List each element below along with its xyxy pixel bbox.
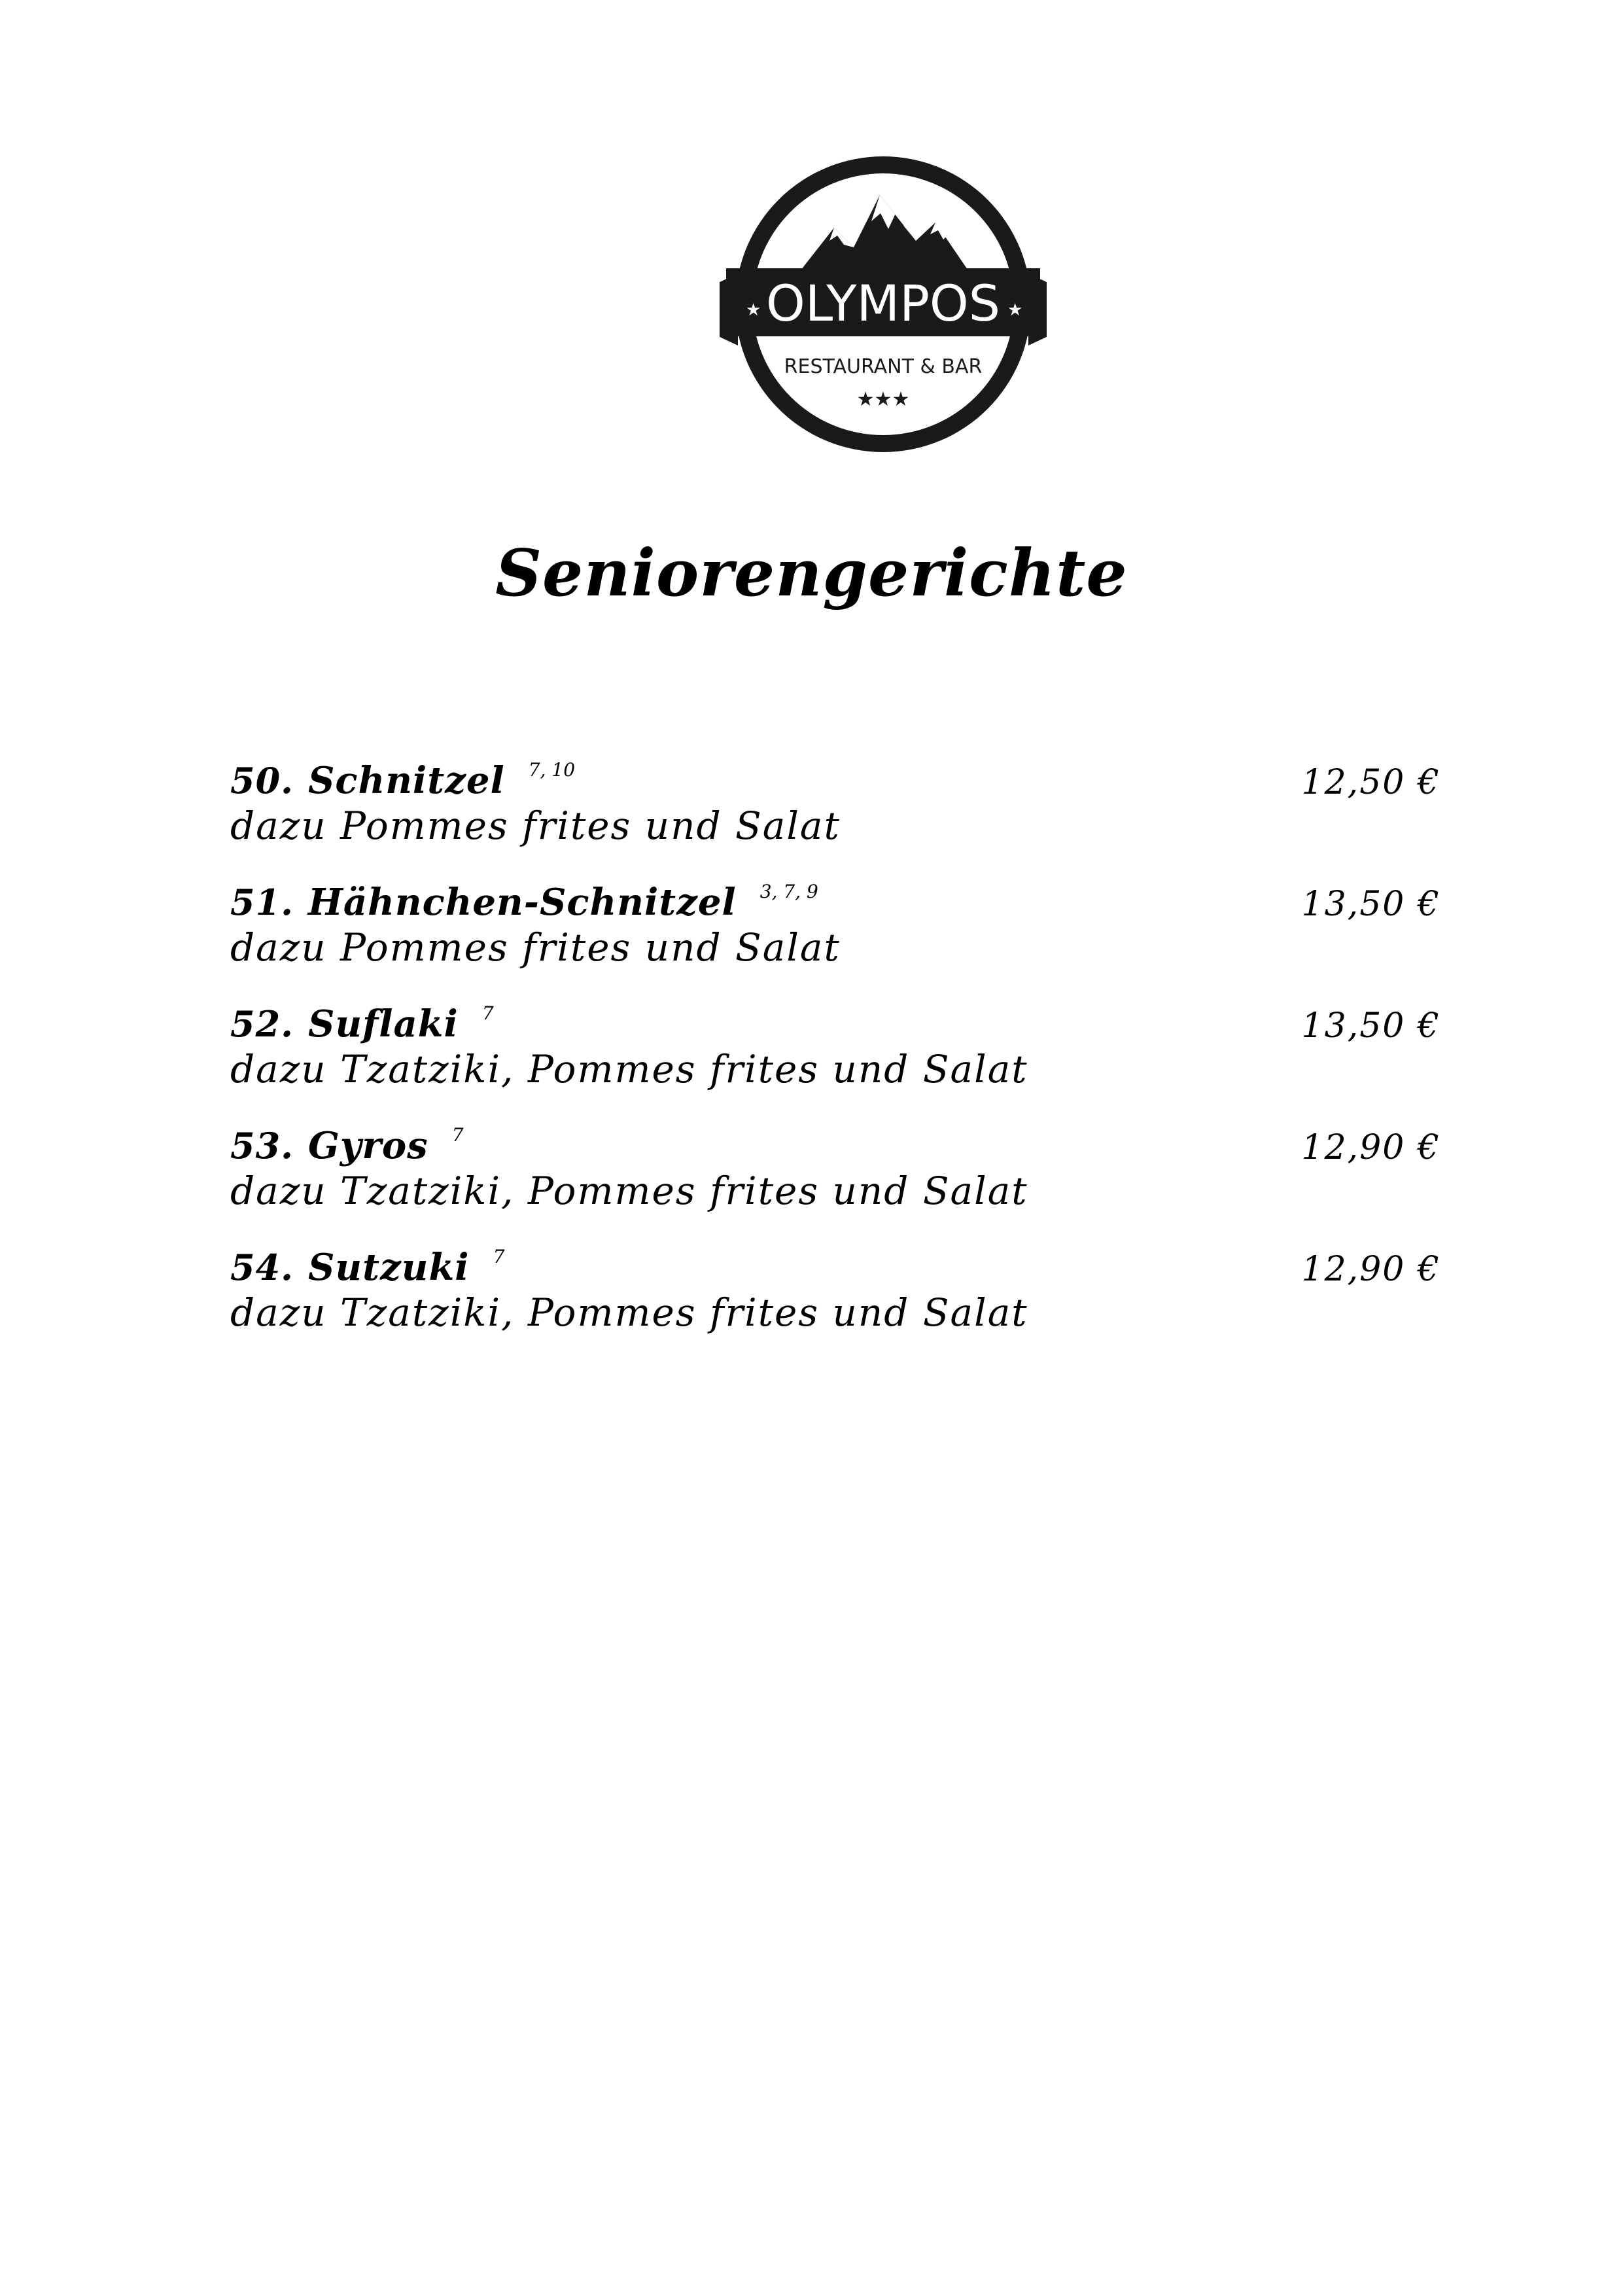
menu-item-header [230, 1124, 1440, 1167]
item-number: 51. [230, 881, 294, 923]
item-price: 13,50 € [1301, 1006, 1440, 1046]
menu-item [230, 1246, 1440, 1368]
item-price: 13,50 € [1301, 885, 1440, 924]
item-allergens: 7, 10 [528, 759, 576, 781]
item-number: 54. [230, 1246, 294, 1288]
item-price: 12,90 € [1301, 1128, 1440, 1167]
item-allergens: 3, 7, 9 [759, 881, 818, 902]
item-description: dazu Pommes frites und Salat [230, 804, 841, 848]
restaurant-logo [720, 149, 1047, 459]
logo-tagline: RESTAURANT & BAR [784, 355, 983, 378]
logo-stars: ★★★ [856, 388, 910, 411]
item-name: Gyros [307, 1124, 428, 1167]
menu-item-header [230, 881, 1440, 924]
item-description: dazu Tzatziki, Pommes frites und Salat [230, 1047, 1028, 1091]
logo-name: OLYMPOS [766, 274, 1000, 332]
item-allergens: 7 [493, 1246, 505, 1267]
item-price: 12,50 € [1301, 763, 1440, 802]
item-name: Hähnchen-Schnitzel [307, 881, 737, 924]
menu-item [230, 1124, 1440, 1246]
item-allergens: 7 [451, 1124, 464, 1146]
item-name: Schnitzel [307, 759, 505, 802]
item-description: dazu Tzatziki, Pommes frites und Salat [230, 1290, 1028, 1335]
item-description: dazu Tzatziki, Pommes frites und Salat [230, 1169, 1028, 1213]
menu-item [230, 759, 1440, 881]
item-name: Suflaki [307, 1002, 459, 1046]
item-number: 53. [230, 1125, 294, 1167]
svg-text:★: ★ [1007, 300, 1023, 320]
item-allergens: 7 [481, 1002, 494, 1024]
menu-item [230, 1002, 1440, 1124]
menu-item-header [230, 1002, 1440, 1046]
item-description: dazu Pommes frites und Salat [230, 925, 841, 970]
logo-emblem [720, 149, 1047, 459]
menu-item [230, 881, 1440, 1002]
item-number: 52. [230, 1003, 294, 1045]
item-name: Sutzuki [307, 1246, 470, 1289]
svg-text:★: ★ [746, 300, 761, 320]
menu-list [230, 759, 1440, 1368]
menu-item-header [230, 1246, 1440, 1289]
menu-item-header [230, 759, 1440, 802]
item-number: 50. [230, 760, 294, 802]
page-title: Seniorengerichte [495, 536, 1128, 611]
item-price: 12,90 € [1301, 1250, 1440, 1289]
